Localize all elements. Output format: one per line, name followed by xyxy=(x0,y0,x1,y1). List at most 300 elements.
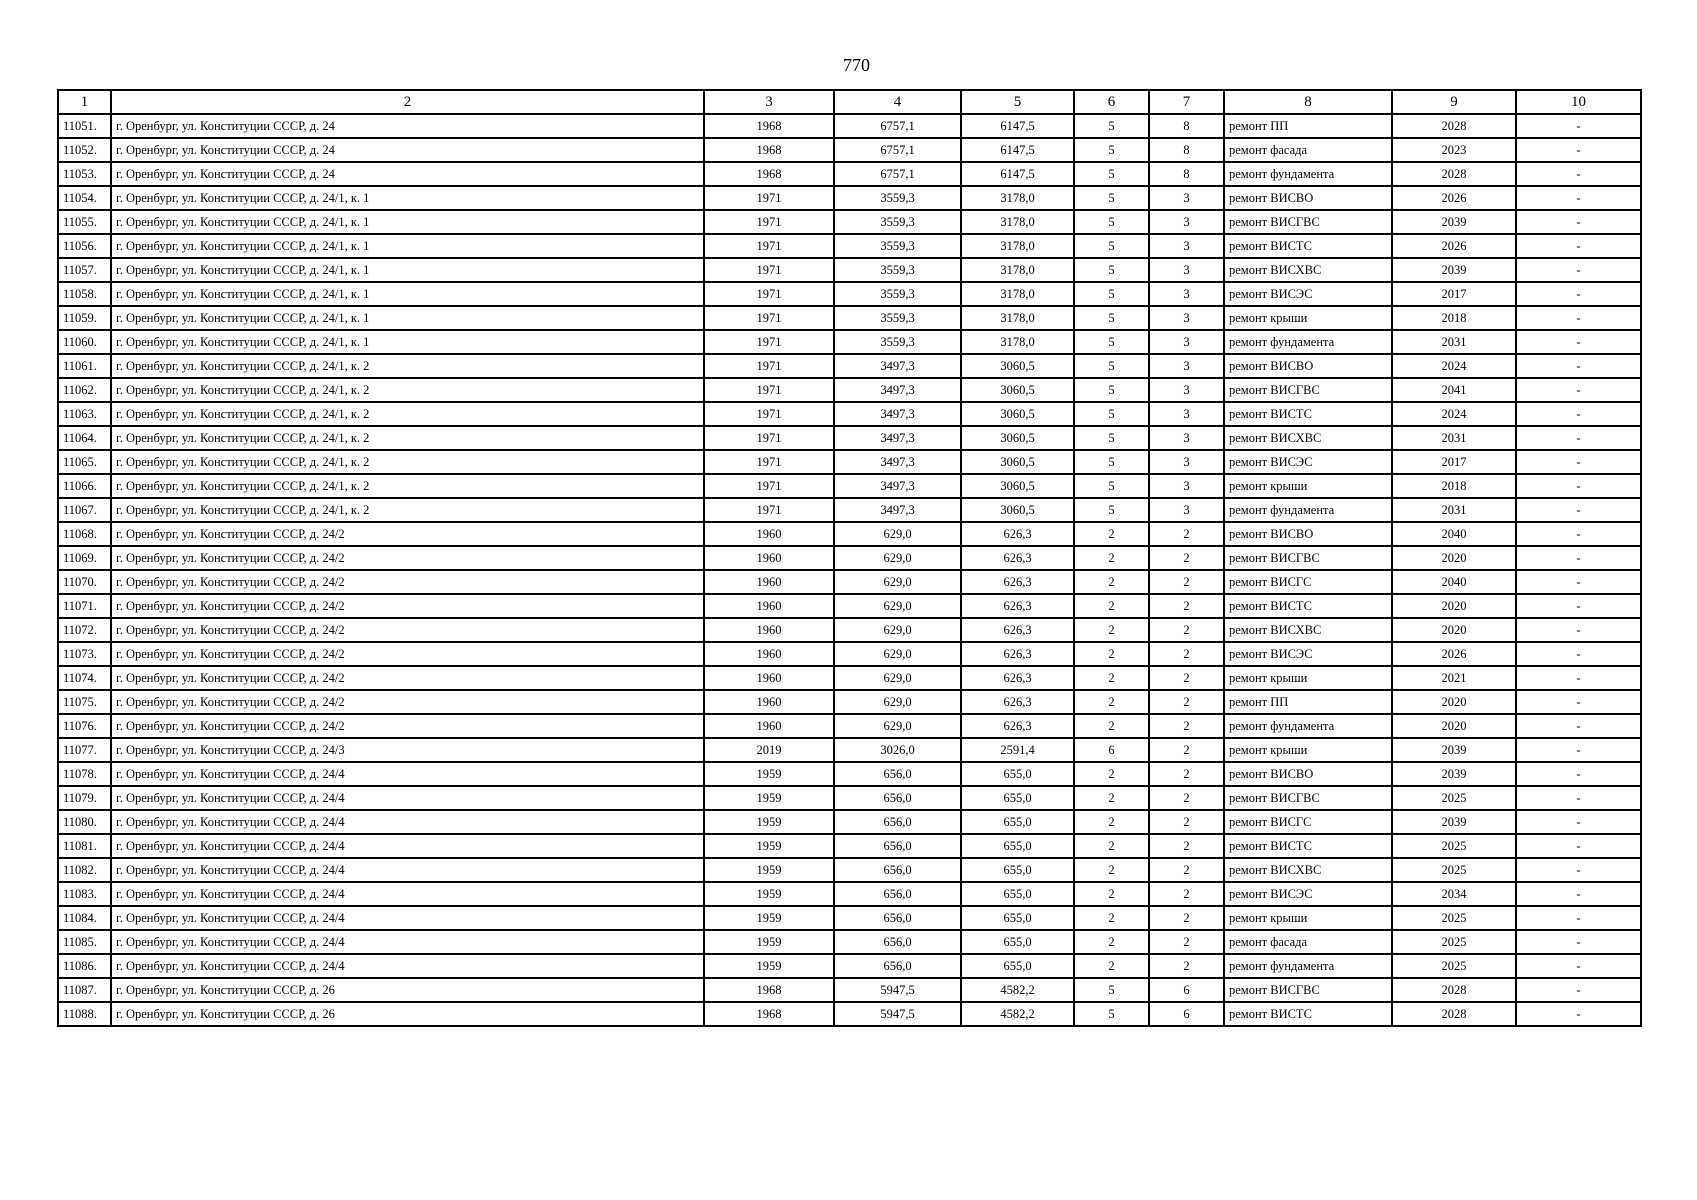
table-row xyxy=(58,738,1641,762)
living-area-cell: 626,3 xyxy=(961,546,1074,570)
note-cell: - xyxy=(1516,762,1641,786)
build-year-cell: 1960 xyxy=(704,618,834,642)
build-year-cell: 1959 xyxy=(704,954,834,978)
address-cell: г. Оренбург, ул. Конституции СССР, д. 24/1, к. 2 xyxy=(111,354,704,378)
entrances-cell: 8 xyxy=(1149,138,1224,162)
header-row xyxy=(58,90,1641,114)
floors-cell: 2 xyxy=(1074,954,1149,978)
row-number-cell: 11059. xyxy=(58,306,111,330)
note-cell: - xyxy=(1516,378,1641,402)
total-area-cell: 629,0 xyxy=(834,570,961,594)
address-cell: г. Оренбург, ул. Конституции СССР, д. 24/1, к. 1 xyxy=(111,306,704,330)
address-cell: г. Оренбург, ул. Конституции СССР, д. 24/2 xyxy=(111,642,704,666)
living-area-cell: 2591,4 xyxy=(961,738,1074,762)
living-area-cell: 626,3 xyxy=(961,666,1074,690)
table-row xyxy=(58,714,1641,738)
planned-year-cell: 2024 xyxy=(1392,354,1516,378)
row-number-cell: 11086. xyxy=(58,954,111,978)
total-area-cell: 3497,3 xyxy=(834,402,961,426)
note-cell: - xyxy=(1516,954,1641,978)
floors-cell: 2 xyxy=(1074,642,1149,666)
floors-cell: 5 xyxy=(1074,306,1149,330)
floors-cell: 2 xyxy=(1074,762,1149,786)
row-number-cell: 11061. xyxy=(58,354,111,378)
address-cell: г. Оренбург, ул. Конституции СССР, д. 24/1, к. 2 xyxy=(111,426,704,450)
table-row xyxy=(58,186,1641,210)
entrances-cell: 6 xyxy=(1149,1002,1224,1026)
note-cell: - xyxy=(1516,810,1641,834)
column-header: 8 xyxy=(1224,90,1392,114)
work-type-cell: ремонт крыши xyxy=(1224,666,1392,690)
build-year-cell: 1960 xyxy=(704,522,834,546)
build-year-cell: 1971 xyxy=(704,258,834,282)
build-year-cell: 1960 xyxy=(704,666,834,690)
note-cell: - xyxy=(1516,594,1641,618)
entrances-cell: 3 xyxy=(1149,354,1224,378)
planned-year-cell: 2020 xyxy=(1392,618,1516,642)
work-type-cell: ремонт ПП xyxy=(1224,114,1392,138)
table-row xyxy=(58,354,1641,378)
total-area-cell: 656,0 xyxy=(834,930,961,954)
row-number-cell: 11084. xyxy=(58,906,111,930)
row-number-cell: 11062. xyxy=(58,378,111,402)
living-area-cell: 655,0 xyxy=(961,834,1074,858)
total-area-cell: 629,0 xyxy=(834,618,961,642)
living-area-cell: 626,3 xyxy=(961,594,1074,618)
total-area-cell: 3559,3 xyxy=(834,258,961,282)
address-cell: г. Оренбург, ул. Конституции СССР, д. 24/4 xyxy=(111,930,704,954)
note-cell: - xyxy=(1516,186,1641,210)
table-row xyxy=(58,930,1641,954)
column-header: 9 xyxy=(1392,90,1516,114)
table-row xyxy=(58,330,1641,354)
note-cell: - xyxy=(1516,354,1641,378)
planned-year-cell: 2025 xyxy=(1392,858,1516,882)
row-number-cell: 11060. xyxy=(58,330,111,354)
floors-cell: 5 xyxy=(1074,210,1149,234)
address-cell: г. Оренбург, ул. Конституции СССР, д. 24/2 xyxy=(111,690,704,714)
row-number-cell: 11068. xyxy=(58,522,111,546)
work-type-cell: ремонт ВИСТС xyxy=(1224,234,1392,258)
work-type-cell: ремонт ВИСТС xyxy=(1224,594,1392,618)
entrances-cell: 2 xyxy=(1149,690,1224,714)
total-area-cell: 3559,3 xyxy=(834,282,961,306)
build-year-cell: 1959 xyxy=(704,762,834,786)
living-area-cell: 655,0 xyxy=(961,954,1074,978)
total-area-cell: 656,0 xyxy=(834,810,961,834)
living-area-cell: 655,0 xyxy=(961,762,1074,786)
planned-year-cell: 2034 xyxy=(1392,882,1516,906)
living-area-cell: 655,0 xyxy=(961,786,1074,810)
floors-cell: 5 xyxy=(1074,162,1149,186)
note-cell: - xyxy=(1516,786,1641,810)
column-header: 4 xyxy=(834,90,961,114)
floors-cell: 2 xyxy=(1074,906,1149,930)
floors-cell: 2 xyxy=(1074,618,1149,642)
total-area-cell: 6757,1 xyxy=(834,114,961,138)
floors-cell: 5 xyxy=(1074,1002,1149,1026)
table-row xyxy=(58,402,1641,426)
work-type-cell: ремонт фундамента xyxy=(1224,714,1392,738)
planned-year-cell: 2028 xyxy=(1392,114,1516,138)
total-area-cell: 3559,3 xyxy=(834,330,961,354)
note-cell: - xyxy=(1516,666,1641,690)
total-area-cell: 3497,3 xyxy=(834,450,961,474)
build-year-cell: 1971 xyxy=(704,354,834,378)
floors-cell: 2 xyxy=(1074,858,1149,882)
entrances-cell: 2 xyxy=(1149,738,1224,762)
planned-year-cell: 2039 xyxy=(1392,258,1516,282)
build-year-cell: 1960 xyxy=(704,546,834,570)
floors-cell: 5 xyxy=(1074,474,1149,498)
address-cell: г. Оренбург, ул. Конституции СССР, д. 26 xyxy=(111,978,704,1002)
address-cell: г. Оренбург, ул. Конституции СССР, д. 24/4 xyxy=(111,906,704,930)
row-number-cell: 11057. xyxy=(58,258,111,282)
planned-year-cell: 2026 xyxy=(1392,186,1516,210)
table-row xyxy=(58,858,1641,882)
work-type-cell: ремонт ВИСТС xyxy=(1224,1002,1392,1026)
planned-year-cell: 2028 xyxy=(1392,1002,1516,1026)
floors-cell: 5 xyxy=(1074,330,1149,354)
note-cell: - xyxy=(1516,498,1641,522)
work-type-cell: ремонт крыши xyxy=(1224,474,1392,498)
row-number-cell: 11056. xyxy=(58,234,111,258)
entrances-cell: 3 xyxy=(1149,498,1224,522)
planned-year-cell: 2023 xyxy=(1392,138,1516,162)
page-number: 770 xyxy=(843,55,870,75)
build-year-cell: 1968 xyxy=(704,162,834,186)
table-row xyxy=(58,450,1641,474)
address-cell: г. Оренбург, ул. Конституции СССР, д. 24/4 xyxy=(111,810,704,834)
row-number-cell: 11075. xyxy=(58,690,111,714)
row-number-cell: 11074. xyxy=(58,666,111,690)
row-number-cell: 11071. xyxy=(58,594,111,618)
table-row xyxy=(58,114,1641,138)
floors-cell: 2 xyxy=(1074,546,1149,570)
address-cell: г. Оренбург, ул. Конституции СССР, д. 24/4 xyxy=(111,882,704,906)
column-header: 7 xyxy=(1149,90,1224,114)
build-year-cell: 1960 xyxy=(704,570,834,594)
planned-year-cell: 2018 xyxy=(1392,474,1516,498)
entrances-cell: 2 xyxy=(1149,882,1224,906)
row-number-cell: 11055. xyxy=(58,210,111,234)
floors-cell: 5 xyxy=(1074,234,1149,258)
work-type-cell: ремонт фасада xyxy=(1224,930,1392,954)
row-number-cell: 11063. xyxy=(58,402,111,426)
living-area-cell: 3178,0 xyxy=(961,306,1074,330)
column-header: 1 xyxy=(58,90,111,114)
row-number-cell: 11052. xyxy=(58,138,111,162)
entrances-cell: 3 xyxy=(1149,402,1224,426)
row-number-cell: 11053. xyxy=(58,162,111,186)
total-area-cell: 629,0 xyxy=(834,666,961,690)
entrances-cell: 6 xyxy=(1149,978,1224,1002)
planned-year-cell: 2039 xyxy=(1392,210,1516,234)
address-cell: г. Оренбург, ул. Конституции СССР, д. 24/1, к. 2 xyxy=(111,378,704,402)
work-type-cell: ремонт ВИСЭС xyxy=(1224,642,1392,666)
entrances-cell: 2 xyxy=(1149,786,1224,810)
build-year-cell: 1959 xyxy=(704,882,834,906)
address-cell: г. Оренбург, ул. Конституции СССР, д. 24/1, к. 2 xyxy=(111,450,704,474)
entrances-cell: 2 xyxy=(1149,570,1224,594)
planned-year-cell: 2024 xyxy=(1392,402,1516,426)
repair-schedule-table xyxy=(57,89,1642,1027)
entrances-cell: 2 xyxy=(1149,618,1224,642)
work-type-cell: ремонт крыши xyxy=(1224,906,1392,930)
address-cell: г. Оренбург, ул. Конституции СССР, д. 24/3 xyxy=(111,738,704,762)
total-area-cell: 5947,5 xyxy=(834,1002,961,1026)
total-area-cell: 656,0 xyxy=(834,834,961,858)
planned-year-cell: 2020 xyxy=(1392,690,1516,714)
floors-cell: 2 xyxy=(1074,570,1149,594)
table-row xyxy=(58,642,1641,666)
total-area-cell: 3497,3 xyxy=(834,354,961,378)
work-type-cell: ремонт ВИСХВС xyxy=(1224,426,1392,450)
planned-year-cell: 2039 xyxy=(1392,810,1516,834)
table-row xyxy=(58,1002,1641,1026)
entrances-cell: 3 xyxy=(1149,426,1224,450)
planned-year-cell: 2017 xyxy=(1392,450,1516,474)
table-row xyxy=(58,978,1641,1002)
entrances-cell: 2 xyxy=(1149,666,1224,690)
note-cell: - xyxy=(1516,570,1641,594)
row-number-cell: 11064. xyxy=(58,426,111,450)
column-header: 5 xyxy=(961,90,1074,114)
build-year-cell: 1968 xyxy=(704,1002,834,1026)
row-number-cell: 11079. xyxy=(58,786,111,810)
planned-year-cell: 2039 xyxy=(1392,738,1516,762)
floors-cell: 2 xyxy=(1074,786,1149,810)
column-header: 2 xyxy=(111,90,704,114)
work-type-cell: ремонт ВИСВО xyxy=(1224,354,1392,378)
floors-cell: 5 xyxy=(1074,114,1149,138)
entrances-cell: 3 xyxy=(1149,186,1224,210)
build-year-cell: 1968 xyxy=(704,114,834,138)
note-cell: - xyxy=(1516,258,1641,282)
work-type-cell: ремонт ВИСГВС xyxy=(1224,978,1392,1002)
work-type-cell: ремонт фундамента xyxy=(1224,162,1392,186)
planned-year-cell: 2031 xyxy=(1392,330,1516,354)
column-header: 10 xyxy=(1516,90,1641,114)
table-row xyxy=(58,810,1641,834)
floors-cell: 2 xyxy=(1074,930,1149,954)
row-number-cell: 11078. xyxy=(58,762,111,786)
planned-year-cell: 2025 xyxy=(1392,834,1516,858)
living-area-cell: 626,3 xyxy=(961,618,1074,642)
work-type-cell: ремонт ПП xyxy=(1224,690,1392,714)
living-area-cell: 3060,5 xyxy=(961,474,1074,498)
floors-cell: 2 xyxy=(1074,522,1149,546)
address-cell: г. Оренбург, ул. Конституции СССР, д. 24/2 xyxy=(111,714,704,738)
work-type-cell: ремонт фундамента xyxy=(1224,954,1392,978)
planned-year-cell: 2018 xyxy=(1392,306,1516,330)
living-area-cell: 3178,0 xyxy=(961,186,1074,210)
work-type-cell: ремонт ВИСВО xyxy=(1224,762,1392,786)
living-area-cell: 655,0 xyxy=(961,906,1074,930)
build-year-cell: 1971 xyxy=(704,402,834,426)
entrances-cell: 2 xyxy=(1149,714,1224,738)
table-row xyxy=(58,906,1641,930)
table-row xyxy=(58,210,1641,234)
work-type-cell: ремонт фундамента xyxy=(1224,498,1392,522)
floors-cell: 2 xyxy=(1074,810,1149,834)
floors-cell: 5 xyxy=(1074,378,1149,402)
address-cell: г. Оренбург, ул. Конституции СССР, д. 24/2 xyxy=(111,666,704,690)
build-year-cell: 1971 xyxy=(704,234,834,258)
entrances-cell: 3 xyxy=(1149,330,1224,354)
floors-cell: 2 xyxy=(1074,690,1149,714)
row-number-cell: 11073. xyxy=(58,642,111,666)
table-row xyxy=(58,234,1641,258)
planned-year-cell: 2026 xyxy=(1392,642,1516,666)
floors-cell: 2 xyxy=(1074,714,1149,738)
work-type-cell: ремонт ВИСЭС xyxy=(1224,450,1392,474)
row-number-cell: 11080. xyxy=(58,810,111,834)
total-area-cell: 3559,3 xyxy=(834,186,961,210)
entrances-cell: 3 xyxy=(1149,474,1224,498)
entrances-cell: 3 xyxy=(1149,450,1224,474)
floors-cell: 5 xyxy=(1074,354,1149,378)
living-area-cell: 3060,5 xyxy=(961,354,1074,378)
living-area-cell: 655,0 xyxy=(961,930,1074,954)
address-cell: г. Оренбург, ул. Конституции СССР, д. 24/1, к. 2 xyxy=(111,402,704,426)
table-row xyxy=(58,666,1641,690)
build-year-cell: 1971 xyxy=(704,426,834,450)
living-area-cell: 3060,5 xyxy=(961,426,1074,450)
work-type-cell: ремонт ВИСЭС xyxy=(1224,282,1392,306)
floors-cell: 2 xyxy=(1074,834,1149,858)
living-area-cell: 626,3 xyxy=(961,714,1074,738)
build-year-cell: 1959 xyxy=(704,858,834,882)
address-cell: г. Оренбург, ул. Конституции СССР, д. 24/1, к. 1 xyxy=(111,330,704,354)
total-area-cell: 3026,0 xyxy=(834,738,961,762)
planned-year-cell: 2020 xyxy=(1392,594,1516,618)
row-number-cell: 11051. xyxy=(58,114,111,138)
floors-cell: 5 xyxy=(1074,450,1149,474)
table-row xyxy=(58,618,1641,642)
total-area-cell: 656,0 xyxy=(834,906,961,930)
work-type-cell: ремонт ВИСТС xyxy=(1224,834,1392,858)
floors-cell: 5 xyxy=(1074,258,1149,282)
row-number-cell: 11077. xyxy=(58,738,111,762)
note-cell: - xyxy=(1516,474,1641,498)
total-area-cell: 656,0 xyxy=(834,954,961,978)
build-year-cell: 1971 xyxy=(704,306,834,330)
floors-cell: 5 xyxy=(1074,498,1149,522)
address-cell: г. Оренбург, ул. Конституции СССР, д. 24 xyxy=(111,114,704,138)
entrances-cell: 3 xyxy=(1149,210,1224,234)
planned-year-cell: 2017 xyxy=(1392,282,1516,306)
table-row xyxy=(58,162,1641,186)
total-area-cell: 629,0 xyxy=(834,546,961,570)
table-body xyxy=(58,114,1641,1026)
note-cell: - xyxy=(1516,426,1641,450)
living-area-cell: 3178,0 xyxy=(961,234,1074,258)
build-year-cell: 1971 xyxy=(704,378,834,402)
living-area-cell: 626,3 xyxy=(961,522,1074,546)
entrances-cell: 2 xyxy=(1149,594,1224,618)
entrances-cell: 3 xyxy=(1149,234,1224,258)
entrances-cell: 2 xyxy=(1149,834,1224,858)
note-cell: - xyxy=(1516,1002,1641,1026)
row-number-cell: 11069. xyxy=(58,546,111,570)
total-area-cell: 656,0 xyxy=(834,786,961,810)
build-year-cell: 2019 xyxy=(704,738,834,762)
work-type-cell: ремонт ВИСХВС xyxy=(1224,618,1392,642)
address-cell: г. Оренбург, ул. Конституции СССР, д. 24/4 xyxy=(111,858,704,882)
living-area-cell: 3178,0 xyxy=(961,258,1074,282)
note-cell: - xyxy=(1516,834,1641,858)
total-area-cell: 5947,5 xyxy=(834,978,961,1002)
total-area-cell: 3497,3 xyxy=(834,426,961,450)
address-cell: г. Оренбург, ул. Конституции СССР, д. 24/1, к. 2 xyxy=(111,498,704,522)
entrances-cell: 2 xyxy=(1149,642,1224,666)
total-area-cell: 3497,3 xyxy=(834,474,961,498)
build-year-cell: 1968 xyxy=(704,138,834,162)
planned-year-cell: 2028 xyxy=(1392,162,1516,186)
work-type-cell: ремонт ВИСХВС xyxy=(1224,258,1392,282)
total-area-cell: 656,0 xyxy=(834,858,961,882)
build-year-cell: 1960 xyxy=(704,690,834,714)
floors-cell: 2 xyxy=(1074,594,1149,618)
total-area-cell: 6757,1 xyxy=(834,162,961,186)
work-type-cell: ремонт ВИСВО xyxy=(1224,522,1392,546)
row-number-cell: 11065. xyxy=(58,450,111,474)
living-area-cell: 3178,0 xyxy=(961,330,1074,354)
table-row xyxy=(58,570,1641,594)
total-area-cell: 3559,3 xyxy=(834,210,961,234)
planned-year-cell: 2039 xyxy=(1392,762,1516,786)
entrances-cell: 2 xyxy=(1149,762,1224,786)
note-cell: - xyxy=(1516,522,1641,546)
total-area-cell: 656,0 xyxy=(834,882,961,906)
note-cell: - xyxy=(1516,882,1641,906)
address-cell: г. Оренбург, ул. Конституции СССР, д. 24/1, к. 1 xyxy=(111,210,704,234)
work-type-cell: ремонт ВИСЭС xyxy=(1224,882,1392,906)
address-cell: г. Оренбург, ул. Конституции СССР, д. 24/2 xyxy=(111,570,704,594)
row-number-cell: 11083. xyxy=(58,882,111,906)
entrances-cell: 2 xyxy=(1149,930,1224,954)
build-year-cell: 1959 xyxy=(704,906,834,930)
note-cell: - xyxy=(1516,282,1641,306)
planned-year-cell: 2025 xyxy=(1392,930,1516,954)
address-cell: г. Оренбург, ул. Конституции СССР, д. 24/2 xyxy=(111,618,704,642)
row-number-cell: 11088. xyxy=(58,1002,111,1026)
address-cell: г. Оренбург, ул. Конституции СССР, д. 24/1, к. 1 xyxy=(111,282,704,306)
build-year-cell: 1971 xyxy=(704,282,834,306)
row-number-cell: 11058. xyxy=(58,282,111,306)
work-type-cell: ремонт фундамента xyxy=(1224,330,1392,354)
planned-year-cell: 2041 xyxy=(1392,378,1516,402)
floors-cell: 5 xyxy=(1074,402,1149,426)
entrances-cell: 2 xyxy=(1149,546,1224,570)
planned-year-cell: 2021 xyxy=(1392,666,1516,690)
total-area-cell: 3559,3 xyxy=(834,306,961,330)
note-cell: - xyxy=(1516,546,1641,570)
address-cell: г. Оренбург, ул. Конституции СССР, д. 24/2 xyxy=(111,522,704,546)
build-year-cell: 1960 xyxy=(704,714,834,738)
row-number-cell: 11076. xyxy=(58,714,111,738)
build-year-cell: 1960 xyxy=(704,642,834,666)
floors-cell: 5 xyxy=(1074,186,1149,210)
living-area-cell: 626,3 xyxy=(961,690,1074,714)
address-cell: г. Оренбург, ул. Конституции СССР, д. 24/2 xyxy=(111,594,704,618)
planned-year-cell: 2026 xyxy=(1392,234,1516,258)
note-cell: - xyxy=(1516,690,1641,714)
column-header: 3 xyxy=(704,90,834,114)
planned-year-cell: 2020 xyxy=(1392,714,1516,738)
total-area-cell: 629,0 xyxy=(834,642,961,666)
